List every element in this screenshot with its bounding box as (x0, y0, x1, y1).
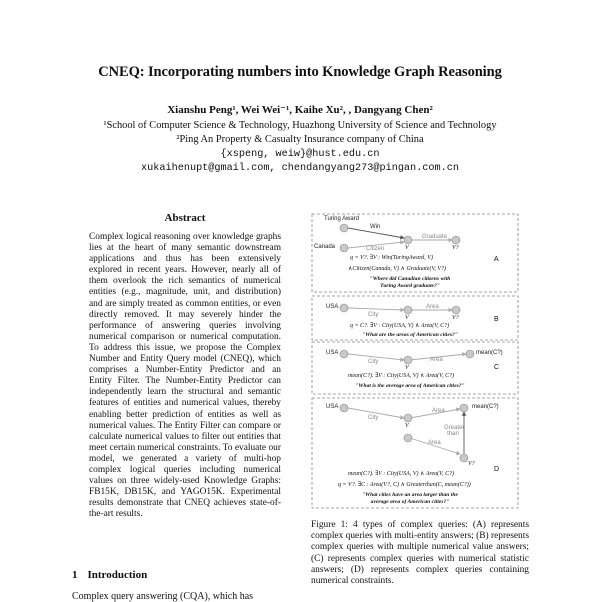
label-city-b: City (368, 312, 379, 318)
label-usa-b: USA (326, 304, 339, 310)
node-mean-d (460, 404, 468, 412)
abstract-text: Complex logical reasoning over knowledge graphs lies at the heart of many semantic downstream applications and thus has been extensively explored in recent years. However, nearly all of them overlook the rich semantics of numerical entities (e.g., magnitude, unit, and distribution) and are simply treated as common entities, or even directly removed. It may severely hinder the performance of answering queries involving numerical comparison or numerical computation. To address this issue, we propose the Complex Number and Entity Query model (CNEQ), which comprises a Number-Entity Predictor and an Entity Filter. The Number-Entity Predictor can independently learn the structural and semantic features of entities and numerical values, thereby enabling better prediction of entities as well as numerical values. The Entity Filter can compare or calculate numerical values to filter out entities that meet certain numerical constraints. To evaluate our model, we generated a variety of multi-hop complex logical queries including numerical values on three widely-used Knowledge Graphs: FB15K, DB15K, and YAGO15K. Experimental results demonstrate that CNEQ achieves state-of-the-art results. (89, 232, 281, 520)
label-graduate: Graduate (422, 234, 448, 240)
node-answer-d (460, 454, 468, 462)
section-heading-introduction (72, 569, 147, 581)
node-canada (340, 244, 348, 252)
label-var-v-d: V (405, 423, 409, 429)
label-var-v-b: V (405, 315, 409, 321)
label-mean-c: mean(C?) (476, 350, 503, 356)
introduction-first-line: Complex query answering (CQA), which has (72, 591, 254, 602)
question-a-2: Turing Award graduate?" (380, 283, 440, 289)
label-area-d-1: Area (432, 408, 445, 414)
label-usa-d: USA (326, 404, 339, 410)
affiliation-1: ¹School of Computer Science & Technology, Huazhong University of Science and Technology (103, 120, 497, 131)
node-var-v-d (404, 414, 412, 422)
node-mean-c (466, 350, 474, 358)
email-line-2: xukaihenupt@gmail.com, chendangyang273@pingan.com.cn (141, 163, 459, 174)
formula-a-1: q = V?. ∃V : Win(TuringAward, V) (350, 255, 433, 261)
label-var-answer-d: V? (468, 461, 475, 467)
panel-label-a: A (494, 256, 499, 263)
panel-label-b: B (494, 316, 499, 323)
panel-label-c: C (494, 364, 500, 371)
label-var-answer-b: V? (452, 315, 459, 321)
edge-city-b (348, 308, 404, 310)
label-city-c: City (368, 359, 379, 365)
question-d-2: average area of American cities?" (370, 499, 450, 505)
formula-b-1: q = C?. ∃V : City(USA, V) ∧ Area(V, C?) (350, 323, 450, 329)
node-usa-b (340, 304, 348, 312)
label-citizen: Citizen (366, 246, 385, 252)
node-var-v-a (404, 236, 412, 244)
section-title: Introduction (87, 569, 148, 581)
formula-d-1: mean(C?). ∃V : City(USA, V) ∧ Area(V, C?) (348, 471, 455, 477)
node-turing-award (340, 224, 348, 232)
figure-1-caption: Figure 1: 4 types of complex queries: (A) represents complex queries with multi-entity answers; (B) represents complex queries with multiple numerical value answers; (C) represents complex queries with numerical statistic answers; (D) represents complex queries containing numerical constraints. (311, 520, 529, 587)
label-canada: Canada (314, 244, 336, 250)
node-answer-a (452, 236, 460, 244)
label-win: Win (370, 224, 381, 230)
label-greater-than: Greater than (444, 425, 465, 437)
paper-title: CNEQ: Incorporating numbers into Knowledge Graph Reasoning (98, 64, 502, 80)
author-list: Xianshu Peng¹, Wei Wei⁻¹, Kaihe Xu², , Dangyang Chen² (167, 104, 433, 116)
label-var-v-c: V (405, 365, 409, 371)
label-var-v-a: V (405, 245, 409, 251)
formula-d-2: q = V?. ∃C : Area(V?, C) ∧ Greaterthan(C, mean(C?)) (338, 482, 471, 488)
node-usa-d (340, 404, 348, 412)
question-a-1: "Where did Canadian citizens with (369, 276, 451, 282)
section-number: 1 (72, 569, 78, 581)
question-d-1: "What cities have an area larger than the (362, 492, 458, 498)
label-var-answer-a: V? (452, 245, 459, 251)
formula-a-2: ∧Citizen(Canada, V) ∧ Graduate(V, V?) (348, 266, 446, 272)
label-area-c: Area (430, 357, 443, 363)
node-var-v-b (404, 306, 412, 314)
abstract-heading: Abstract (164, 212, 206, 224)
node-answer-b (452, 306, 460, 314)
label-turing-award: Turing Award (324, 216, 360, 222)
label-area-b: Area (426, 304, 439, 310)
question-b-1: "What are the areas of American cities?" (362, 332, 458, 338)
node-var-v-c (404, 356, 412, 364)
label-city-d: City (368, 415, 379, 421)
question-c-1: "What is the average area of American cities?" (355, 383, 465, 389)
label-area-d-2: Area (428, 440, 441, 446)
figure-1 (310, 212, 522, 512)
label-mean-d: mean(C?) (472, 404, 499, 410)
node-usa-c (340, 350, 348, 358)
node-var-v-d-2 (404, 434, 412, 442)
affiliation-2: ²Ping An Property & Casualty Insurance company of China (176, 134, 424, 145)
panel-label-d: D (494, 466, 500, 473)
formula-c-1: mean(C?). ∃V : City(USA, V) ∧ Area(V, C?) (348, 373, 455, 379)
label-usa-c: USA (326, 350, 339, 356)
email-line-1: {xspeng, weiw}@hust.edu.cn (220, 149, 380, 160)
